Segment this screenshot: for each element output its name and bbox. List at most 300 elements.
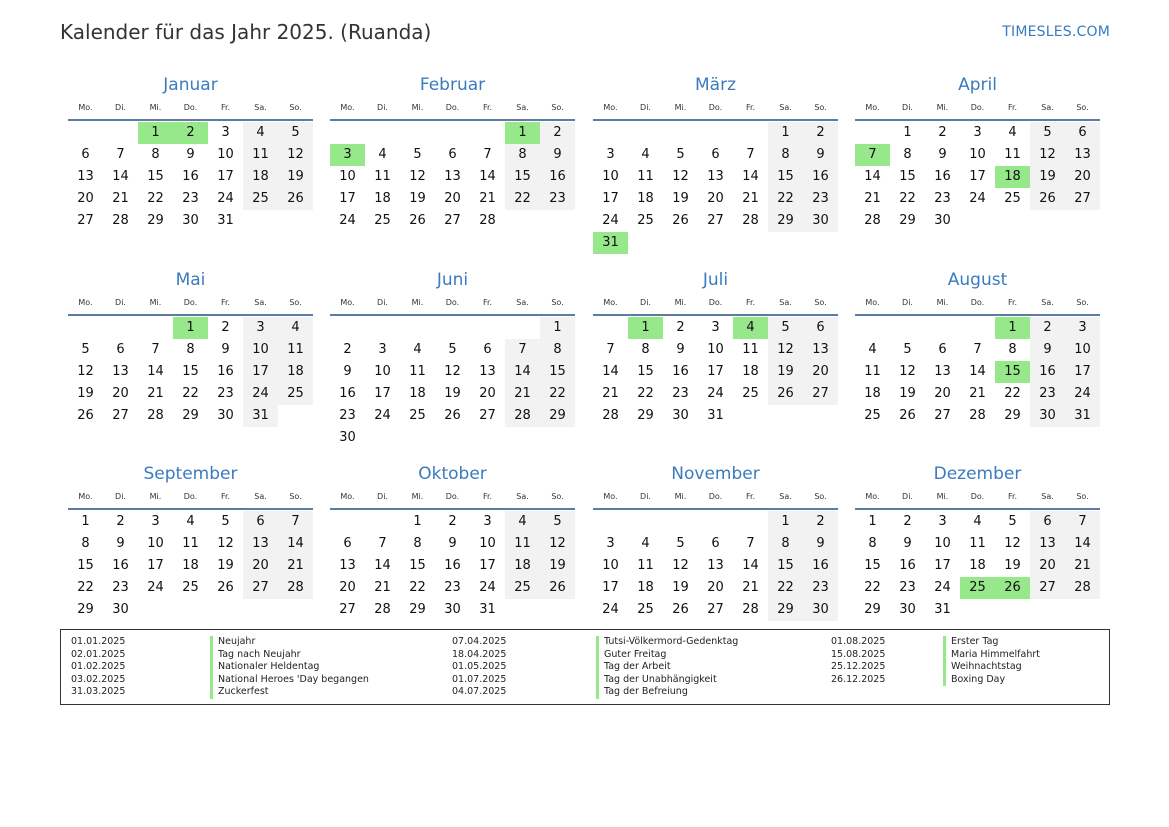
day-cell: 29 [147, 213, 164, 228]
day-cell: 29 [1004, 408, 1021, 423]
day-cell: 22 [540, 383, 575, 405]
legend-holiday-name: Boxing Day [951, 673, 1006, 685]
day-cell: 26 [1030, 188, 1065, 210]
day-cell: 13 [77, 169, 94, 184]
weekday-label: Do. [445, 492, 460, 501]
day-cell: 3 [938, 514, 947, 529]
day-cell: 1 [768, 511, 803, 533]
day-cell: 25 [505, 577, 540, 599]
weekday-header [68, 490, 313, 504]
empty-cell [330, 122, 365, 144]
day-cell: 3 [1065, 317, 1100, 339]
empty-cell [628, 122, 663, 144]
day-cell: 15 [864, 558, 881, 573]
weekday-label: Di. [902, 298, 913, 307]
legend-holiday-name: Tag der Arbeit [604, 661, 671, 672]
day-cell: 7 [483, 147, 492, 162]
weekday-label: Di. [902, 492, 913, 501]
day-cell: 30 [1030, 405, 1065, 427]
day-cell: 8 [413, 536, 422, 551]
day-cell: 16 [672, 364, 689, 379]
day-cell: 19 [672, 191, 689, 206]
day-cell: 17 [1065, 361, 1100, 383]
weekday-header [330, 296, 575, 310]
day-cell: 7 [116, 147, 125, 162]
empty-cell [925, 317, 960, 339]
legend-holiday-name: Guter Freitag [604, 648, 667, 660]
month-divider [855, 314, 1100, 316]
day-cell: 4 [973, 514, 982, 529]
day-cell: 30 [182, 213, 199, 228]
day-cell: 17 [602, 580, 619, 595]
day-cell: 12 [217, 536, 234, 551]
day-cell: 15 [899, 169, 916, 184]
weekday-label: Fr. [1007, 492, 1018, 501]
day-cell: 19 [672, 580, 689, 595]
day-cell: 13 [1065, 144, 1100, 166]
day-cell: 2 [1030, 317, 1065, 339]
weekday-label: Mi. [674, 298, 687, 307]
weekday-label: So. [1076, 103, 1089, 112]
day-cell: 24 [147, 580, 164, 595]
day-cell: 26 [899, 408, 916, 423]
weekday-label: Fr. [745, 103, 756, 112]
day-cell: 23 [540, 188, 575, 210]
weekday-label: So. [1076, 492, 1089, 501]
day-cell: 16 [803, 166, 838, 188]
day-cell: 14 [969, 364, 986, 379]
day-cell: 30 [672, 408, 689, 423]
weekday-label: Sa. [779, 298, 792, 307]
day-cell: 9 [221, 342, 230, 357]
month-divider [330, 119, 575, 121]
day-cell: 22 [1004, 386, 1021, 401]
weekday-label: Fr. [482, 492, 493, 501]
day-cell: 1 [413, 514, 422, 529]
weekday-label: Mi. [674, 492, 687, 501]
day-cell: 25 [182, 580, 199, 595]
day-cell: 14 [602, 364, 619, 379]
day-cell: 16 [803, 555, 838, 577]
day-cell: 25 [742, 386, 759, 401]
day-grid [855, 317, 1100, 427]
weekday-label: So. [814, 103, 827, 112]
day-grid [68, 317, 313, 427]
day-cell: 3 [606, 147, 615, 162]
day-cell: 9 [448, 536, 457, 551]
legend-date: 25.12.2025 [831, 661, 886, 672]
month-11 [593, 463, 838, 621]
weekday-label: So. [289, 103, 302, 112]
legend-date: 04.07.2025 [452, 686, 507, 697]
weekday-label: Sa. [516, 103, 529, 112]
weekday-label: So. [1076, 298, 1089, 307]
weekday-label: Mo. [865, 492, 880, 501]
day-cell: 9 [1030, 339, 1065, 361]
legend-date: 03.02.2025 [71, 673, 126, 685]
legend-date: 26.12.2025 [831, 673, 886, 685]
day-cell: 8 [641, 342, 650, 357]
day-cell: 18 [182, 558, 199, 573]
legend-names-col-3 [943, 636, 1040, 686]
holiday-day-cell: 15 [995, 361, 1030, 383]
day-cell: 13 [339, 558, 356, 573]
weekday-label: Sa. [1041, 298, 1054, 307]
weekday-header [68, 101, 313, 115]
empty-cell [733, 511, 768, 533]
day-grid [68, 511, 313, 621]
day-cell: 24 [243, 383, 278, 405]
weekday-label: Mo. [340, 492, 355, 501]
day-cell: 18 [742, 364, 759, 379]
day-cell: 7 [973, 342, 982, 357]
day-cell: 11 [1004, 147, 1021, 162]
day-cell: 17 [243, 361, 278, 383]
legend-holiday-name: Erster Tag [951, 636, 999, 647]
legend-date: 01.05.2025 [452, 661, 507, 672]
day-cell: 20 [707, 191, 724, 206]
day-cell: 23 [1030, 383, 1065, 405]
weekday-label: Do. [183, 492, 198, 501]
day-cell: 29 [182, 408, 199, 423]
legend-date: 02.01.2025 [71, 648, 126, 660]
day-cell: 4 [243, 122, 278, 144]
day-cell: 31 [707, 408, 724, 423]
day-cell: 22 [77, 580, 94, 595]
month-name: Juli [702, 270, 729, 290]
day-cell: 24 [602, 602, 619, 617]
holiday-day-cell: 25 [960, 577, 995, 599]
legend-holiday-name: Tag nach Neujahr [218, 648, 301, 660]
day-cell: 7 [505, 339, 540, 361]
day-cell: 28 [742, 213, 759, 228]
holiday-day-cell: 18 [995, 166, 1030, 188]
month-name: März [695, 75, 736, 95]
weekday-label: Mi. [936, 103, 949, 112]
day-cell: 15 [409, 558, 426, 573]
month-name: April [958, 75, 997, 95]
day-cell: 13 [444, 169, 461, 184]
day-cell: 24 [374, 408, 391, 423]
day-cell: 15 [505, 166, 540, 188]
day-cell: 27 [1065, 188, 1100, 210]
weekday-label: Do. [708, 298, 723, 307]
day-cell: 7 [746, 536, 755, 551]
day-grid [855, 122, 1100, 232]
day-cell: 24 [969, 191, 986, 206]
day-cell: 5 [768, 317, 803, 339]
day-cell: 17 [969, 169, 986, 184]
month-name: Januar [163, 75, 218, 95]
month-divider [593, 119, 838, 121]
weekday-label: So. [551, 492, 564, 501]
month-divider [68, 314, 313, 316]
day-cell: 19 [444, 386, 461, 401]
day-cell: 4 [413, 342, 422, 357]
day-cell: 23 [444, 580, 461, 595]
day-cell: 24 [339, 213, 356, 228]
day-cell: 12 [1030, 144, 1065, 166]
weekday-label: Di. [640, 492, 651, 501]
legend-date: 18.04.2025 [452, 648, 507, 660]
weekday-label: Sa. [516, 492, 529, 501]
day-cell: 23 [899, 580, 916, 595]
day-cell: 8 [540, 339, 575, 361]
day-cell: 22 [182, 386, 199, 401]
legend-date: 01.01.2025 [71, 636, 126, 647]
holiday-day-cell: 1 [173, 317, 208, 339]
day-cell: 6 [483, 342, 492, 357]
day-cell: 4 [1008, 125, 1017, 140]
day-cell: 5 [1030, 122, 1065, 144]
day-cell: 25 [374, 213, 391, 228]
weekday-label: Di. [377, 103, 388, 112]
day-cell: 9 [903, 536, 912, 551]
day-cell: 19 [77, 386, 94, 401]
day-cell: 13 [934, 364, 951, 379]
legend-holiday-name: Tag der Unabhängigkeit [604, 673, 717, 685]
day-cell: 28 [147, 408, 164, 423]
day-cell: 30 [803, 210, 838, 232]
weekday-header [593, 101, 838, 115]
weekday-label: Di. [115, 103, 126, 112]
day-cell: 8 [505, 144, 540, 166]
legend-holiday-name: Neujahr [218, 636, 256, 647]
legend-holiday-name: Weihnachtstag [951, 661, 1022, 672]
day-cell: 16 [934, 169, 951, 184]
day-cell: 13 [243, 533, 278, 555]
empty-cell [68, 317, 103, 339]
day-cell: 20 [707, 580, 724, 595]
day-cell: 5 [221, 514, 230, 529]
day-cell: 31 [217, 213, 234, 228]
day-cell: 27 [707, 602, 724, 617]
day-cell: 6 [243, 511, 278, 533]
day-cell: 17 [217, 169, 234, 184]
day-cell: 10 [217, 147, 234, 162]
weekday-label: Di. [115, 298, 126, 307]
day-grid [593, 122, 838, 254]
day-cell: 5 [676, 536, 685, 551]
day-cell: 22 [864, 580, 881, 595]
weekday-label: Sa. [516, 298, 529, 307]
day-cell: 9 [803, 144, 838, 166]
day-cell: 5 [540, 511, 575, 533]
day-cell: 7 [746, 147, 755, 162]
day-cell: 22 [768, 188, 803, 210]
month-name: September [143, 464, 238, 484]
weekday-label: Sa. [1041, 103, 1054, 112]
day-cell: 8 [186, 342, 195, 357]
day-cell: 23 [934, 191, 951, 206]
day-cell: 17 [707, 364, 724, 379]
weekday-label: Do. [183, 103, 198, 112]
day-cell: 5 [903, 342, 912, 357]
weekday-label: So. [289, 298, 302, 307]
weekday-label: Di. [640, 298, 651, 307]
month-7 [593, 269, 838, 427]
brand-link[interactable]: TIMESLES.COM [1002, 24, 1110, 40]
day-cell: 25 [278, 383, 313, 405]
day-cell: 22 [409, 580, 426, 595]
empty-cell [698, 122, 733, 144]
day-cell: 25 [1004, 191, 1021, 206]
day-cell: 23 [339, 408, 356, 423]
empty-cell [663, 122, 698, 144]
day-cell: 26 [672, 213, 689, 228]
day-cell: 12 [1004, 536, 1021, 551]
day-cell: 12 [672, 169, 689, 184]
weekday-label: So. [814, 492, 827, 501]
holiday-day-cell: 1 [628, 317, 663, 339]
weekday-label: Fr. [745, 298, 756, 307]
day-cell: 14 [479, 169, 496, 184]
month-name: November [671, 464, 760, 484]
day-cell: 28 [1065, 577, 1100, 599]
holiday-day-cell: 2 [173, 122, 208, 144]
day-cell: 15 [637, 364, 654, 379]
month-name: August [947, 270, 1008, 290]
day-cell: 24 [1065, 383, 1100, 405]
empty-cell [365, 122, 400, 144]
weekday-label: Mo. [340, 298, 355, 307]
empty-cell [663, 511, 698, 533]
day-cell: 21 [147, 386, 164, 401]
day-cell: 29 [864, 602, 881, 617]
weekday-header [593, 490, 838, 504]
day-cell: 3 [606, 536, 615, 551]
day-cell: 19 [768, 361, 803, 383]
day-cell: 12 [672, 558, 689, 573]
weekday-label: Mo. [603, 103, 618, 112]
day-cell: 5 [81, 342, 90, 357]
day-cell: 31 [243, 405, 278, 427]
day-cell: 25 [637, 213, 654, 228]
day-cell: 8 [151, 147, 160, 162]
day-cell: 4 [641, 147, 650, 162]
empty-cell [855, 317, 890, 339]
empty-cell [960, 317, 995, 339]
day-cell: 2 [803, 122, 838, 144]
legend-date: 01.02.2025 [71, 661, 126, 672]
day-cell: 20 [243, 555, 278, 577]
weekday-header [68, 296, 313, 310]
day-cell: 24 [479, 580, 496, 595]
weekday-label: Mo. [603, 298, 618, 307]
weekday-label: Do. [445, 103, 460, 112]
day-cell: 18 [637, 580, 654, 595]
day-cell: 9 [343, 364, 352, 379]
day-cell: 8 [768, 533, 803, 555]
weekday-label: Fr. [745, 492, 756, 501]
day-cell: 8 [868, 536, 877, 551]
empty-cell [103, 122, 138, 144]
empty-cell [330, 317, 365, 339]
month-name: Mai [175, 270, 206, 290]
legend-date: 01.08.2025 [831, 636, 886, 647]
day-cell: 19 [899, 386, 916, 401]
day-cell: 6 [711, 536, 720, 551]
day-cell: 14 [505, 361, 540, 383]
day-cell: 19 [409, 191, 426, 206]
empty-cell [365, 511, 400, 533]
day-cell: 12 [409, 169, 426, 184]
day-cell: 28 [479, 213, 496, 228]
day-cell: 30 [803, 599, 838, 621]
empty-cell [435, 317, 470, 339]
day-grid [330, 317, 575, 449]
day-cell: 21 [112, 191, 129, 206]
weekday-header [855, 490, 1100, 504]
legend-date: 15.08.2025 [831, 648, 886, 660]
legend-date: 31.03.2025 [71, 686, 126, 697]
holiday-day-cell: 31 [593, 232, 628, 254]
day-cell: 26 [217, 580, 234, 595]
month-divider [68, 119, 313, 121]
day-cell: 6 [803, 317, 838, 339]
day-grid [593, 317, 838, 427]
day-cell: 28 [969, 408, 986, 423]
weekday-label: Di. [902, 103, 913, 112]
day-cell: 2 [803, 511, 838, 533]
empty-cell [470, 122, 505, 144]
day-cell: 2 [938, 125, 947, 140]
day-cell: 12 [278, 144, 313, 166]
day-cell: 2 [676, 320, 685, 335]
weekday-label: Mo. [865, 103, 880, 112]
day-cell: 29 [768, 599, 803, 621]
day-cell: 29 [637, 408, 654, 423]
day-cell: 27 [707, 213, 724, 228]
day-cell: 28 [742, 602, 759, 617]
month-8 [855, 269, 1100, 427]
day-cell: 12 [77, 364, 94, 379]
day-cell: 28 [505, 405, 540, 427]
day-cell: 16 [444, 558, 461, 573]
day-cell: 18 [374, 191, 391, 206]
weekday-label: Fr. [220, 298, 231, 307]
day-cell: 27 [243, 577, 278, 599]
empty-cell [628, 511, 663, 533]
day-cell: 18 [864, 386, 881, 401]
day-cell: 27 [339, 602, 356, 617]
holiday-legend [60, 629, 1110, 705]
day-cell: 18 [969, 558, 986, 573]
day-cell: 27 [1030, 577, 1065, 599]
empty-cell [890, 317, 925, 339]
day-cell: 11 [505, 533, 540, 555]
holiday-day-cell: 7 [855, 144, 890, 166]
day-cell: 29 [540, 405, 575, 427]
day-cell: 1 [768, 122, 803, 144]
day-cell: 18 [243, 166, 278, 188]
day-cell: 29 [768, 210, 803, 232]
day-cell: 27 [803, 383, 838, 405]
day-cell: 25 [637, 602, 654, 617]
legend-holiday-name: Tutsi-Völkermord-Gedenktag [604, 636, 739, 647]
day-cell: 23 [803, 577, 838, 599]
day-cell: 6 [116, 342, 125, 357]
day-cell: 28 [864, 213, 881, 228]
weekday-label: So. [551, 103, 564, 112]
day-cell: 15 [77, 558, 94, 573]
weekday-label: Di. [377, 492, 388, 501]
day-cell: 3 [711, 320, 720, 335]
empty-cell [68, 122, 103, 144]
day-cell: 22 [505, 188, 540, 210]
weekday-label: So. [289, 492, 302, 501]
weekday-label: Mo. [78, 103, 93, 112]
